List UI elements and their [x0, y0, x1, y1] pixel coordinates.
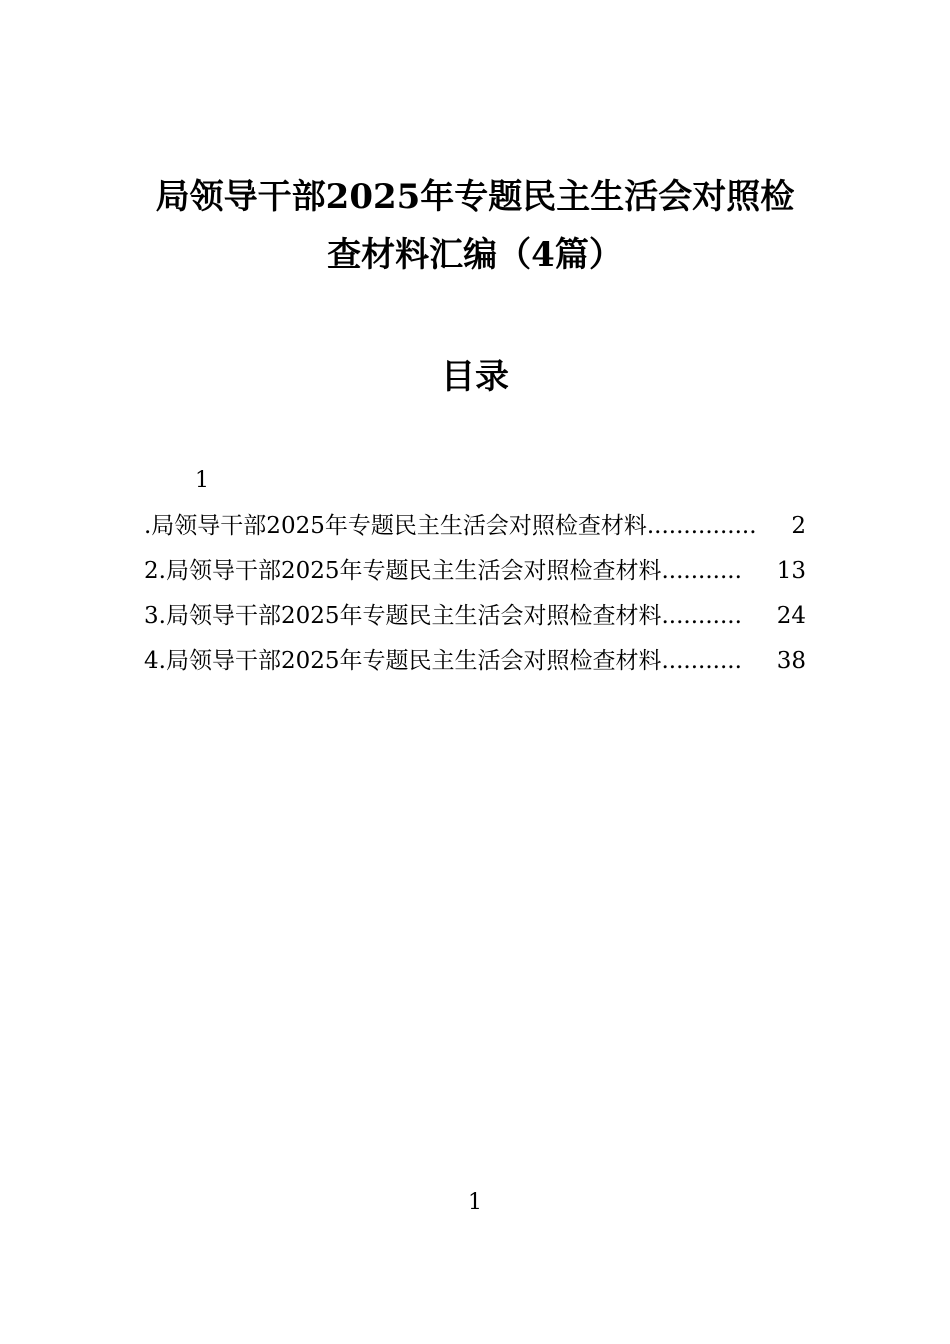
- toc-dot-leader: ...........: [661, 603, 742, 629]
- toc-heading: 目录: [441, 357, 509, 397]
- table-of-contents: [144, 506, 806, 686]
- toc-dot-leader: ...............: [646, 513, 757, 539]
- toc-entry-text: .局领导干部2025年专题民主生活会对照检查材料: [144, 513, 647, 539]
- toc-dot-leader: ...........: [661, 558, 742, 584]
- toc-entry-text: 4.局领导干部2025年专题民主生活会对照检查材料: [144, 648, 662, 674]
- toc-entry-1[interactable]: [144, 506, 806, 551]
- page-footer-number: 1: [468, 1190, 482, 1215]
- title-line-2: 查材料汇编（4篇）: [327, 235, 623, 275]
- toc-dot-leader: ...........: [661, 648, 742, 674]
- toc-page-number: 13: [776, 558, 806, 584]
- toc-stray-number: 1: [195, 468, 209, 493]
- document-title: [140, 168, 810, 284]
- toc-entry-2[interactable]: [144, 551, 806, 596]
- toc-page-number: 24: [776, 603, 806, 629]
- title-line-1: 局领导干部2025年专题民主生活会对照检: [155, 177, 795, 217]
- toc-entry-text: 2.局领导干部2025年专题民主生活会对照检查材料: [144, 558, 662, 584]
- toc-entry-4[interactable]: [144, 641, 806, 686]
- toc-page-number: 38: [776, 648, 806, 674]
- toc-entry-3[interactable]: [144, 596, 806, 641]
- toc-entry-text: 3.局领导干部2025年专题民主生活会对照检查材料: [144, 603, 662, 629]
- toc-page-number: 2: [791, 513, 806, 539]
